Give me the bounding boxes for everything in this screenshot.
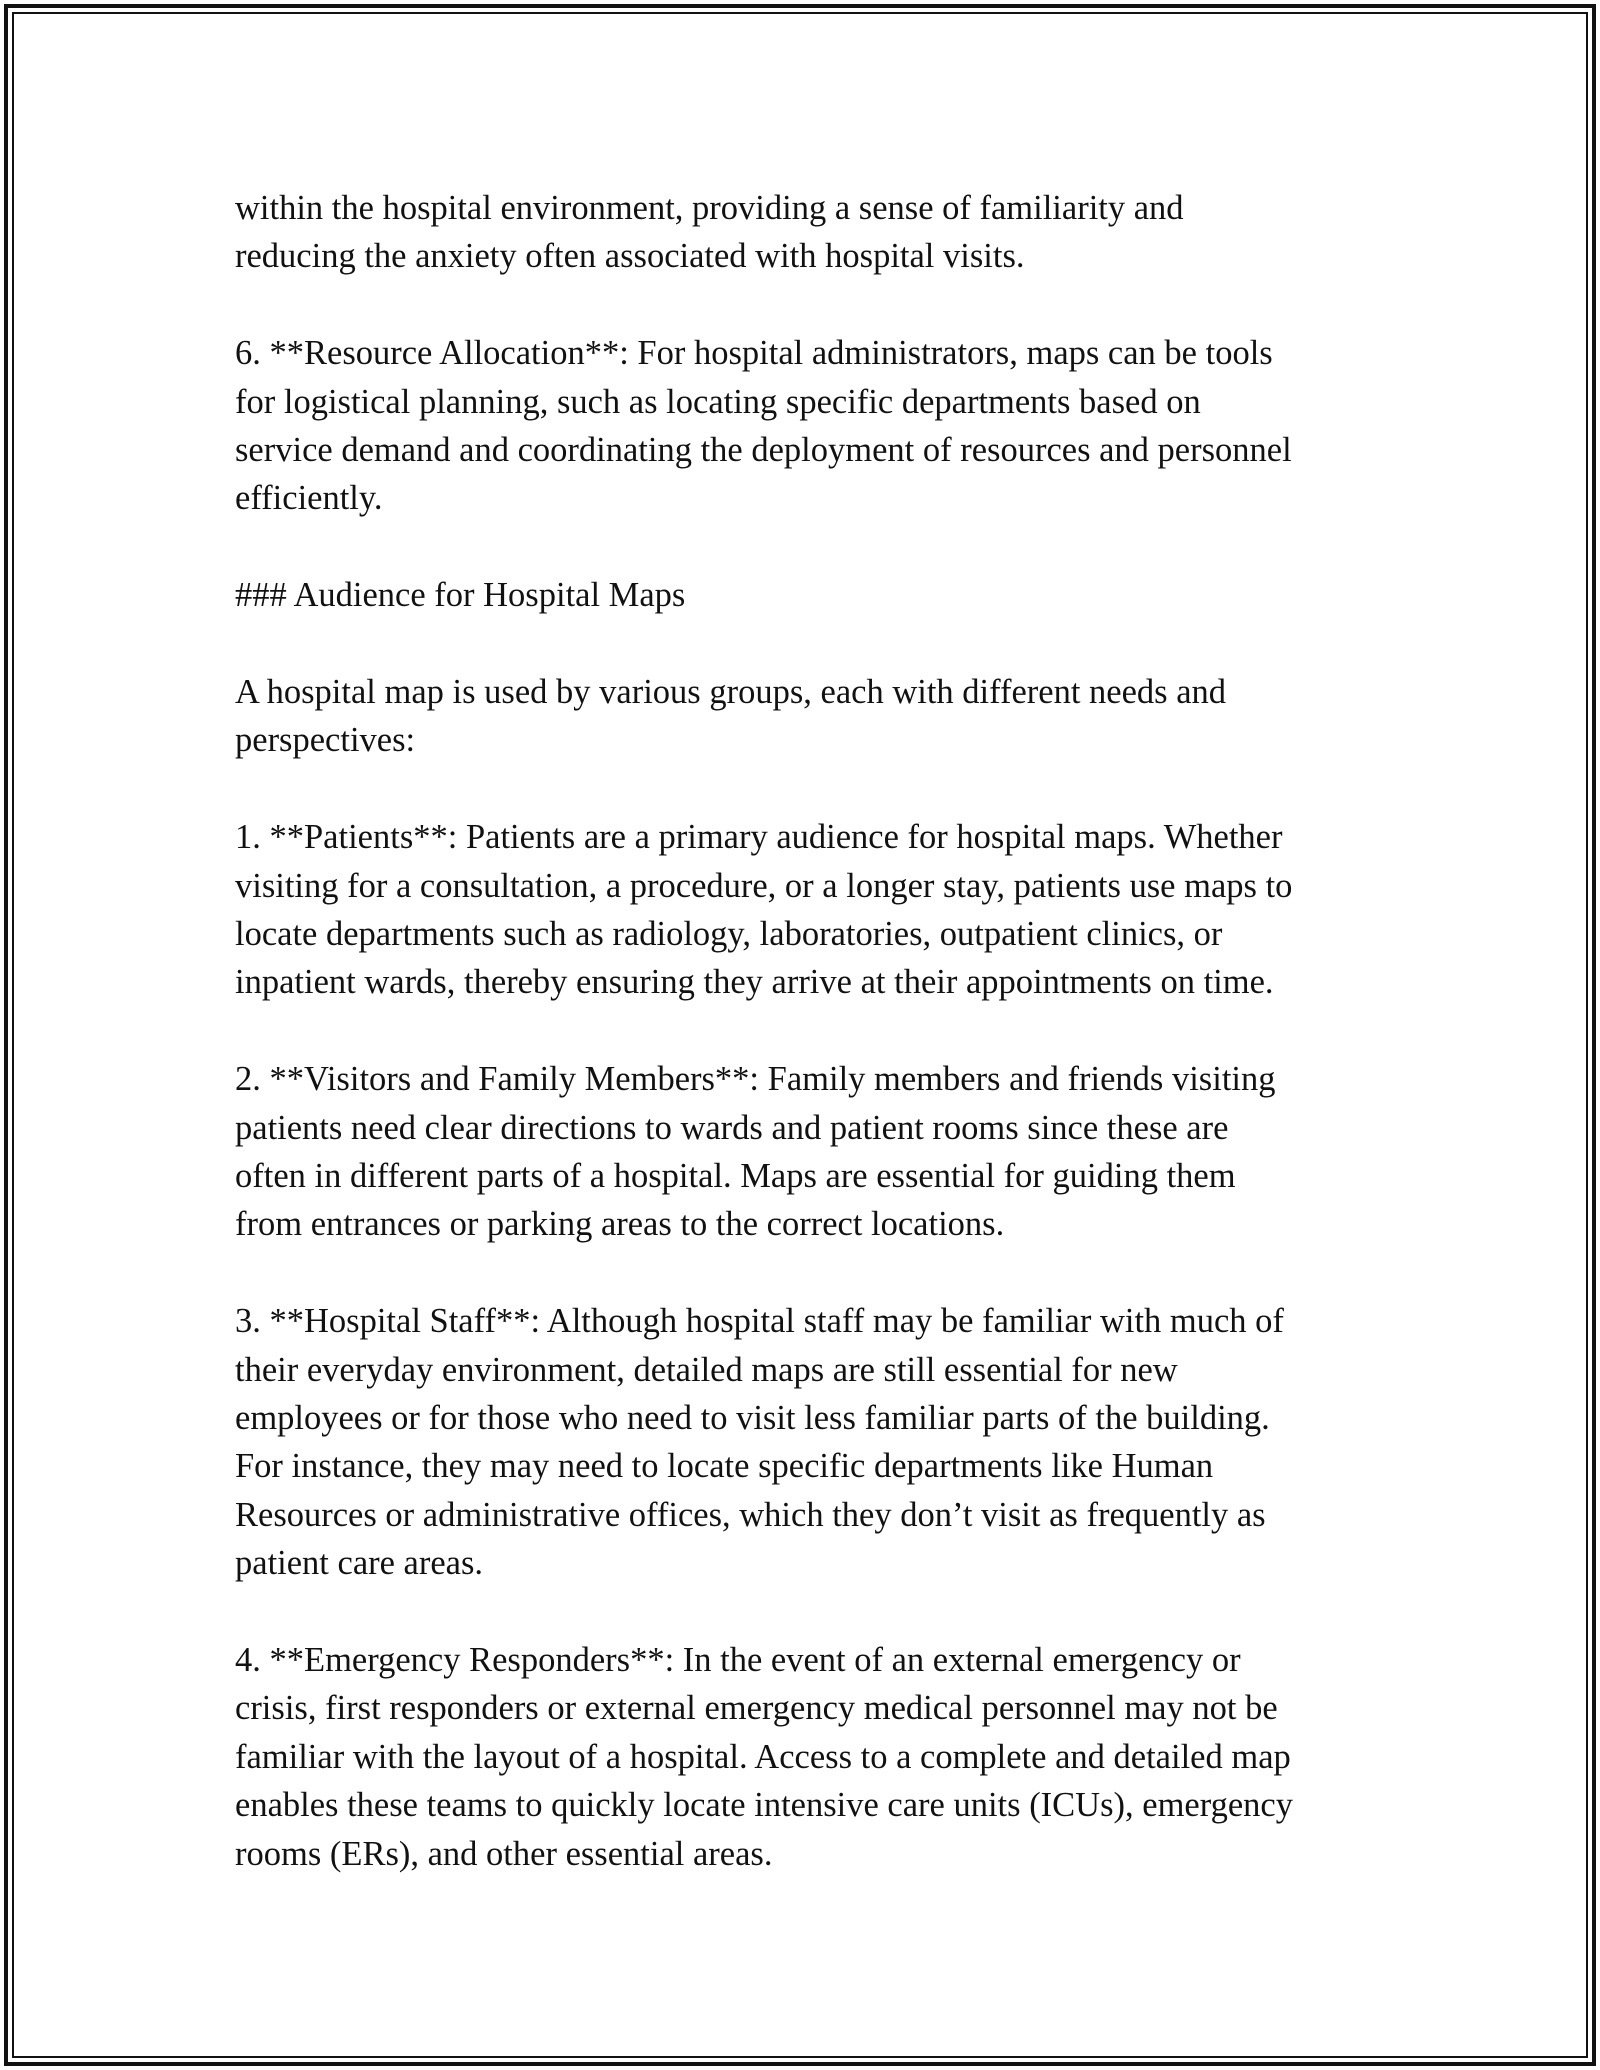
section-heading-audience: ### Audience for Hospital Maps: [235, 576, 686, 615]
paragraph-audience-intro: A hospital map is used by various groups, each with different needs and perspectives:: [235, 673, 1227, 760]
paragraph-patients: 1. **Patients**: Patients are a primary audience for hospital maps. Whether visiting for a consultation, a procedure, or a longer stay, patients use maps to locate departments such as radiology, laboratories, outpatient clinics, or inpatient wards, thereby ensuring they arrive at their appointments on time.: [235, 818, 1293, 1002]
paragraph-emergency-responders: 4. **Emergency Responders**: In the event of an external emergency or crisis, first responders or external emergency medical personnel may not be familiar with the layout of a hospital. Access to a complete and detailed map enables these teams to quickly locate intensive care units (ICUs), emergency rooms (ERs), and other essential areas.: [235, 1641, 1293, 1873]
paragraph-hospital-staff: 3. **Hospital Staff**: Although hospital staff may be familiar with much of their everyday environment, detailed maps are still essential for new employees or for those who need to visit less familiar parts of the building. For instance, they may need to locate specific departments like Human Resources or administrative offices, which they don’t visit as frequently as patient care areas.: [235, 1302, 1284, 1583]
paragraph-resource-allocation: 6. **Resource Allocation**: For hospital administrators, maps can be tools for logistical planning, such as locating specific departments based on service demand and coordinating the deployment of resources and personnel efficiently.: [235, 334, 1292, 518]
document-body: [235, 184, 1385, 1878]
paragraph-visitors: 2. **Visitors and Family Members**: Family members and friends visiting patients need clear directions to wards and patient rooms since these are often in different parts of a hospital. Maps are essential for guiding them from entrances or parking areas to the correct locations.: [235, 1060, 1276, 1244]
paragraph-continuation: within the hospital environment, providing a sense of familiarity and reducing the anxiety often associated with hospital visits.: [235, 189, 1184, 276]
